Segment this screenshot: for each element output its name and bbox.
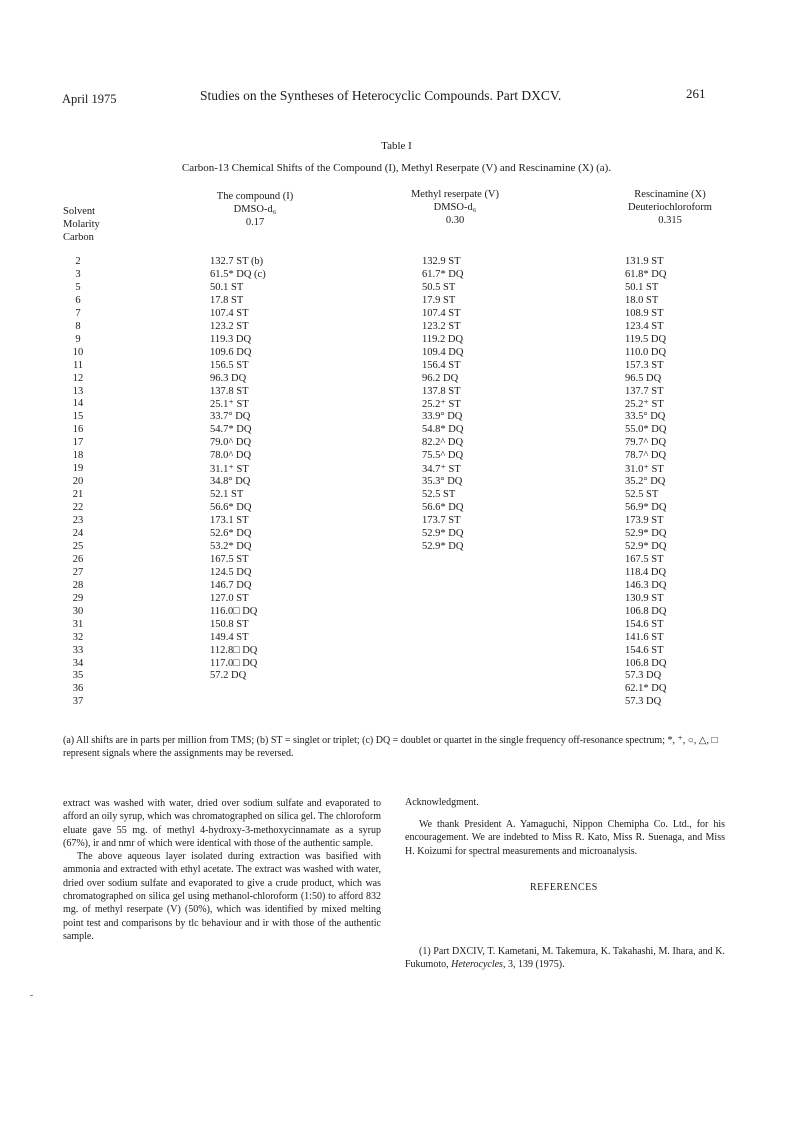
carbon-number: 27: [72, 566, 84, 578]
shift-methyl-reserpate: 96.2 DQ: [422, 372, 459, 384]
carbon-number: 22: [72, 502, 84, 513]
shift-compound: 123.2 ST: [210, 320, 249, 332]
shift-compound: 54.7* DQ: [210, 424, 252, 436]
shift-compound: 150.8 ST: [210, 618, 249, 630]
table-footnote: (a) All shifts are in parts per million from TMS; (b) ST = singlet or triplet; (c) DQ = doublet or quartet in the single frequency off-resonance spectrum; *, ⁺, ○, △, □ represent signals where the assignments may be reversed.: [63, 735, 718, 759]
shift-compound: 109.6 DQ: [210, 346, 252, 358]
carbon-number: 19: [72, 463, 84, 475]
carbon-number: 33: [72, 644, 84, 656]
body-paragraph: extract was washed with water, dried over sodium sulfate and evaporated to afford an oily syrup, which was chromatographed on silica gel. The chloroform eluate gave 55 mg. of methyl 4-hydroxy-3-methoxycinnamate as a syrup (67%), ir and nmr of which were identical with those of the authentic sample.: [63, 798, 381, 849]
shift-compound: 96.3 DQ: [210, 372, 247, 384]
carbon-number: 34: [72, 657, 84, 669]
shift-methyl-reserpate: 173.7 ST: [422, 515, 461, 526]
carbon-number: 7: [75, 307, 81, 319]
shift-compound: 52.1 ST: [210, 489, 244, 501]
carbon-number: 17: [72, 437, 84, 449]
shift-rescinamine: 123.4 ST: [625, 320, 664, 332]
shift-methyl-reserpate: 137.8 ST: [422, 385, 461, 397]
row-labels: [63, 205, 100, 244]
shift-rescinamine: 137.7 ST: [625, 385, 664, 397]
shift-compound: 61.5* DQ (c): [210, 268, 266, 280]
shift-rescinamine: 141.6 ST: [625, 631, 664, 643]
shift-compound: 132.7 ST (b): [210, 256, 264, 267]
shift-rescinamine: 57.3 DQ: [625, 670, 662, 682]
shift-rescinamine: 55.0* DQ: [625, 424, 667, 436]
running-header-title: Studies on the Syntheses of Heterocyclic Compounds. Part DXCV.: [200, 88, 562, 103]
shift-methyl-reserpate: 123.2 ST: [422, 320, 461, 332]
running-header-date: April 1975: [62, 92, 117, 106]
shift-compound: 117.0□ DQ: [210, 657, 258, 669]
shift-rescinamine: 62.1* DQ: [625, 683, 667, 695]
shift-compound: 116.0□ DQ: [210, 605, 258, 617]
shift-compound: 119.3 DQ: [210, 333, 252, 345]
column-header-methyl-reserpate: [395, 188, 515, 227]
carbon-number: 23: [72, 515, 84, 526]
carbon-number: 28: [72, 579, 84, 591]
shift-rescinamine: 154.6 ST: [625, 644, 664, 656]
column-molarity: 0.30: [445, 215, 465, 226]
column-name: The compound (I): [216, 191, 294, 202]
shift-rescinamine: 52.5 ST: [625, 489, 659, 501]
carbon-number: 36: [72, 683, 84, 695]
carbon-number: 37: [72, 696, 84, 708]
shift-methyl-reserpate: 52.5 ST: [422, 489, 456, 501]
shift-methyl-reserpate: 50.5 ST: [422, 281, 456, 293]
carbon-number: 26: [72, 553, 84, 565]
table-caption: Carbon-13 Chemical Shifts of the Compound (I), Methyl Reserpate (V) and Rescinamine (X) (a).: [181, 162, 612, 174]
shift-rescinamine: 131.9 ST: [625, 256, 664, 267]
row-label-carbon: Carbon: [63, 232, 94, 243]
reference-volume: , 3, 139 (1975).: [502, 959, 565, 971]
shift-compound: 112.8□ DQ: [210, 644, 258, 656]
shift-methyl-reserpate: 75.5^ DQ: [422, 450, 464, 462]
shift-compound: 50.1 ST: [210, 281, 244, 293]
table-title: Table I: [381, 140, 412, 152]
carbon-number: 3: [75, 268, 81, 280]
shift-rescinamine: 157.3 ST: [625, 359, 664, 371]
column-header-rescinamine: [600, 188, 740, 227]
shift-rescinamine: 106.8 DQ: [625, 657, 667, 669]
shift-methyl-reserpate: 17.9 ST: [422, 294, 456, 306]
shift-methyl-reserpate: 107.4 ST: [422, 307, 461, 319]
column-name: Rescinamine (X): [634, 189, 706, 200]
body-paragraph: The above aqueous layer isolated during extraction was basified with ammonia and extracted with ethyl acetate. The extract was washed with water, dried over sodium sulfate and evaporated to give a crude product, which was chromatographed on silica gel using methanol-chloroform (1:50) to afford 832 mg. of methyl reserpate (V) (50%), which was identified by mixed melting point test and comparisons by tlc behaviour and ir with those of the authentic sample.: [63, 851, 381, 942]
shift-rescinamine: 50.1 ST: [625, 281, 659, 293]
carbon-number: 24: [72, 528, 84, 539]
carbon-number: 18: [72, 450, 84, 462]
shift-methyl-reserpate: 54.8* DQ: [422, 424, 464, 436]
row-label-solvent: Solvent: [63, 206, 96, 217]
shift-rescinamine: 61.8* DQ: [625, 268, 667, 280]
carbon-number: 5: [75, 281, 81, 293]
shift-rescinamine: 52.9* DQ: [625, 528, 667, 539]
shift-rescinamine: 154.6 ST: [625, 618, 664, 630]
shift-rescinamine: 106.8 DQ: [625, 605, 667, 617]
reference-text: (1) Part DXCIV, T. Kametani, M. Takemura, K. Takahashi, M. Ihara, and K. Fukumoto,: [405, 946, 725, 971]
shift-compound: 52.6* DQ: [210, 528, 252, 539]
acknowledgment-heading: Acknowledgment.: [405, 797, 479, 808]
shift-compound: 79.0^ DQ: [210, 437, 252, 449]
carbon-number: 13: [72, 385, 84, 397]
carbon-number: 14: [72, 398, 84, 410]
shift-methyl-reserpate: 56.6* DQ: [422, 502, 464, 513]
shift-rescinamine: 35.2° DQ: [625, 476, 666, 488]
acknowledgment-text: [405, 818, 725, 858]
shift-methyl-reserpate: 119.2 DQ: [422, 333, 464, 345]
carbon-number: 8: [75, 320, 81, 332]
reference-1: [405, 945, 725, 972]
carbon-number: 20: [72, 476, 84, 488]
shift-rescinamine: 173.9 ST: [625, 515, 664, 526]
shift-rescinamine: 56.9* DQ: [625, 502, 667, 513]
shift-rescinamine: 110.0 DQ: [625, 346, 667, 358]
shift-compound: 31.1⁺ ST: [210, 464, 249, 476]
shift-rescinamine: 57.3 DQ: [625, 696, 662, 708]
carbon-number: 25: [72, 540, 84, 552]
carbon-number: 30: [72, 605, 84, 617]
shift-rescinamine: 96.5 DQ: [625, 372, 662, 384]
shift-rescinamine: 79.7^ DQ: [625, 437, 667, 449]
carbon-number: 12: [72, 372, 84, 384]
shift-compound: 78.0^ DQ: [210, 450, 252, 462]
shift-rescinamine: 167.5 ST: [625, 553, 664, 565]
shift-compound: 17.8 ST: [210, 294, 244, 306]
carbon-number: 16: [72, 424, 84, 436]
shift-compound: 56.6* DQ: [210, 502, 252, 513]
shift-rescinamine: 130.9 ST: [625, 592, 664, 604]
shift-methyl-reserpate: 61.7* DQ: [422, 268, 464, 280]
carbon-number: 31: [72, 618, 84, 630]
shift-rescinamine: 33.5° DQ: [625, 411, 666, 423]
shift-compound: 127.0 ST: [210, 592, 249, 604]
shift-methyl-reserpate: 34.7⁺ ST: [422, 464, 461, 476]
shift-rescinamine: 25.2⁺ ST: [625, 399, 664, 411]
carbon-number: 2: [75, 256, 81, 267]
shift-methyl-reserpate: 33.9° DQ: [422, 411, 463, 423]
reference-journal: Heterocycles: [451, 959, 503, 971]
shift-rescinamine: 119.5 DQ: [625, 333, 667, 345]
column-molarity: 0.315: [658, 215, 682, 226]
shift-methyl-reserpate: 109.4 DQ: [422, 346, 464, 358]
acknowledgment-paragraph: We thank President A. Yamaguchi, Nippon Chemipha Co. Ltd., for his encouragement. We are indebted to Miss R. Kato, Miss R. Suenaga, and Miss H. Koizumi for spectral measurements and microanalysis.: [405, 819, 725, 857]
shift-compound: 53.2* DQ: [210, 540, 252, 552]
shift-methyl-reserpate: 82.2^ DQ: [422, 437, 464, 449]
shift-rescinamine: 118.4 DQ: [625, 566, 667, 578]
scan-mark: [30, 995, 33, 996]
shift-rescinamine: 31.0⁺ ST: [625, 464, 664, 476]
shift-compound: 146.7 DQ: [210, 579, 252, 591]
carbon-number: 32: [72, 631, 84, 643]
shift-methyl-reserpate: 132.9 ST: [422, 256, 461, 267]
carbon-number: 15: [72, 411, 84, 423]
shift-methyl-reserpate: 35.3° DQ: [422, 476, 463, 488]
shift-compound: 137.8 ST: [210, 385, 249, 397]
page-number: 261: [686, 86, 706, 101]
shift-rescinamine: 78.7^ DQ: [625, 450, 667, 462]
shift-rescinamine: 108.9 ST: [625, 307, 664, 319]
shift-compound: 25.1⁺ ST: [210, 399, 249, 411]
column-solvent: DMSO-d₆: [233, 204, 277, 215]
shift-compound: 33.7° DQ: [210, 411, 251, 423]
shift-compound: 149.4 ST: [210, 631, 249, 643]
shift-compound: 156.5 ST: [210, 359, 249, 371]
carbon-number: 35: [72, 670, 84, 682]
shift-compound: 34.8° DQ: [210, 476, 251, 488]
shift-rescinamine: 18.0 ST: [625, 294, 659, 306]
shift-methyl-reserpate: 156.4 ST: [422, 359, 461, 371]
shift-compound: 57.2 DQ: [210, 670, 247, 682]
shift-compound: 124.5 DQ: [210, 566, 252, 578]
carbon-number: 29: [72, 592, 84, 604]
shift-compound: 173.1 ST: [210, 515, 249, 526]
carbon-number: 11: [72, 359, 84, 371]
carbon-number: 9: [75, 333, 81, 345]
column-name: Methyl reserpate (V): [410, 189, 500, 200]
shift-methyl-reserpate: 52.9* DQ: [422, 540, 464, 552]
carbon-number: 10: [72, 346, 84, 358]
row-label-molarity: Molarity: [63, 219, 100, 230]
shift-rescinamine: 146.3 DQ: [625, 579, 667, 591]
column-molarity: 0.17: [245, 217, 265, 228]
shift-compound: 167.5 ST: [210, 553, 249, 565]
carbon-number: 6: [75, 294, 81, 306]
shift-methyl-reserpate: 52.9* DQ: [422, 528, 464, 539]
column-solvent: DMSO-d₆: [433, 202, 477, 213]
shift-rescinamine: 52.9* DQ: [625, 540, 667, 552]
column-header-compound: [190, 190, 320, 229]
column-solvent: Deuteriochloroform: [628, 202, 712, 213]
shift-compound: 107.4 ST: [210, 307, 249, 319]
body-left-column: [63, 797, 381, 943]
shift-methyl-reserpate: 25.2⁺ ST: [422, 399, 461, 411]
carbon-number: 21: [72, 489, 84, 501]
references-heading: REFERENCES: [530, 882, 598, 893]
